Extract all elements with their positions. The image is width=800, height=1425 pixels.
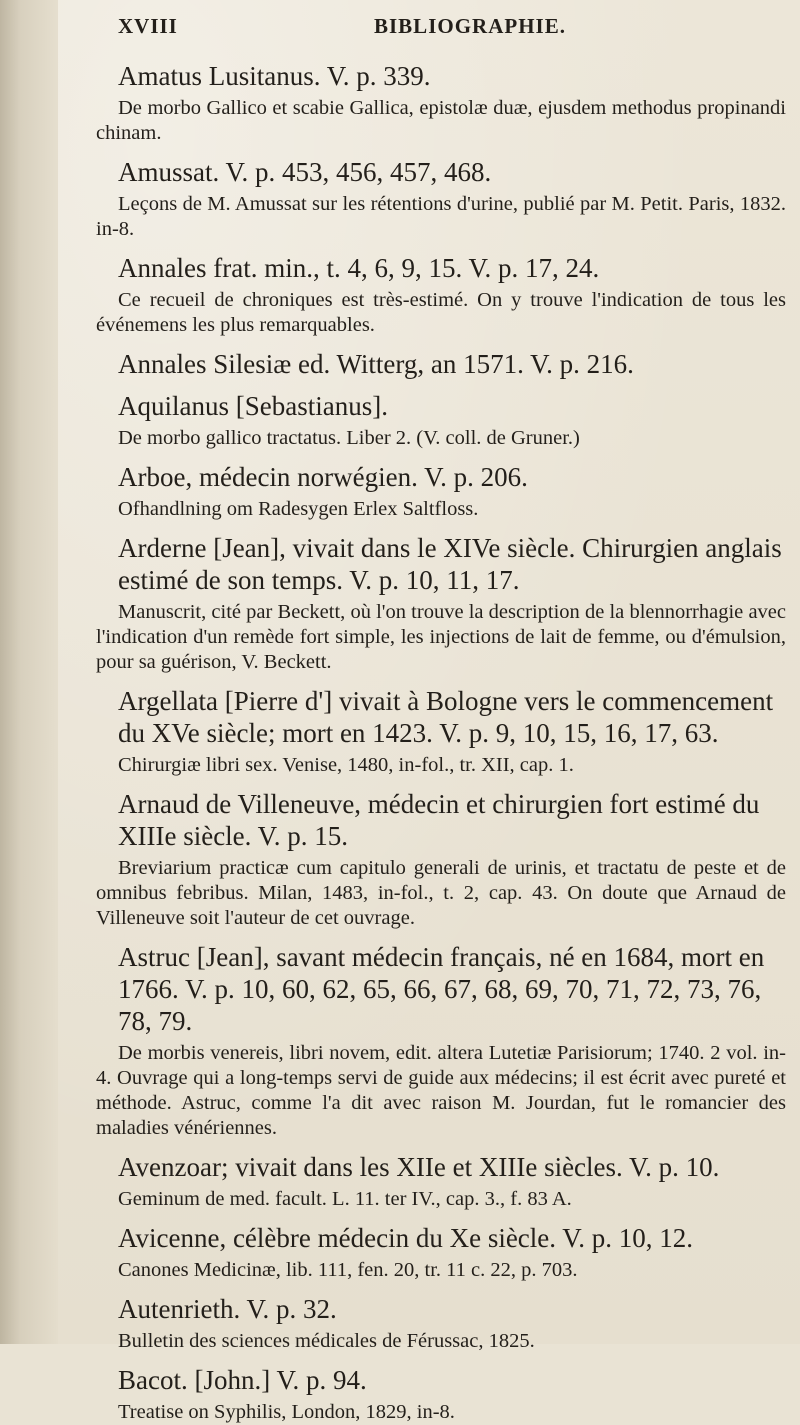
entry-arboe — [96, 461, 786, 522]
running-title: BIBLIOGRAPHIE. — [374, 14, 566, 38]
entry-heading: Amussat. V. p. 453, 456, 457, 468. — [118, 157, 492, 187]
entry-heading: Annales frat. min., t. 4, 6, 9, 15. V. p. 17, 24. — [118, 253, 600, 283]
entry-arderne — [96, 532, 786, 675]
entry-amussat — [96, 156, 786, 242]
entry-heading: Avicenne, célèbre médecin du Xe siècle. V. p. 10, 12. — [118, 1223, 694, 1253]
entry-arnaud-de-villeneuve — [96, 788, 786, 931]
entry-astruc — [96, 941, 786, 1141]
bibliography-list — [96, 50, 786, 1425]
entry-annales-frat-min — [96, 252, 786, 338]
entry-heading: Arderne [Jean], vivait dans le XIVe siècle. Chirurgien anglais estimé de son temps. V. p. 10, 11, 17. — [118, 533, 782, 595]
entry-note: Ofhandlning om Radesygen Erlex Saltfloss. — [118, 498, 479, 520]
entry-heading: Argellata [Pierre d'] vivait à Bologne vers le commencement du XVe siècle; mort en 1423. V. p. 9, 10, 15, 16, 17, 63. — [118, 686, 774, 748]
entry-note: Geminum de med. facult. L. 11. ter IV., cap. 3., f. 83 A. — [118, 1188, 572, 1210]
entry-autenrieth — [96, 1293, 786, 1354]
page-number: XVIII — [118, 14, 178, 38]
entry-note: De morbis venereis, libri novem, edit. altera Lutetiæ Parisiorum; 1740. 2 vol. in-4. Ouvrage qui a long-temps servi de guide aux médecins; il est écrit avec pureté et méthode. Astruc, comme l'a dit avec raison M. Jourdan, fut le romancier des maladies vénériennes. — [96, 1042, 786, 1139]
entry-argellata — [96, 685, 786, 778]
entry-heading: Astruc [Jean], savant médecin français, né en 1684, mort en 1766. V. p. 10, 60, 62, 65, 66, 67, 68, 69, 70, 71, 72, 73, 76, 78, 79. — [118, 942, 765, 1036]
entry-note: Chirurgiæ libri sex. Venise, 1480, in-fol., tr. XII, cap. 1. — [118, 754, 574, 776]
entry-heading: Bacot. [John.] V. p. 94. — [118, 1365, 367, 1395]
entry-annales-silesiae — [96, 348, 786, 380]
entry-note: Breviarium practicæ cum capitulo generali de urinis, et tractatu de peste et de omnibus febribus. Milan, 1483, in-fol., t. 2, cap. 43. On doute que Arnaud de Villeneuve soit l'auteur de cet ouvrage. — [96, 857, 786, 929]
entry-note: Manuscrit, cité par Beckett, où l'on trouve la description de la blennorrhagie avec l'indication d'un remède fort simple, les injections de lait de femme, ou d'émulsion, pour sa guérison, V. Beckett. — [96, 601, 786, 673]
entry-note: Leçons de M. Amussat sur les rétentions d'urine, publié par M. Petit. Paris, 1832. in-8. — [96, 193, 786, 240]
entry-note: Canones Medicinæ, lib. 111, fen. 20, tr. 11 c. 22, p. 703. — [118, 1259, 578, 1281]
entry-note: De morbo Gallico et scabie Gallica, epistolæ duæ, ejusdem methodus propinandi chinam. — [96, 97, 786, 144]
entry-heading: Amatus Lusitanus. V. p. 339. — [118, 61, 431, 91]
entry-aquilanus — [96, 390, 786, 451]
entry-avenzoar — [96, 1151, 786, 1212]
page-edge-shadow — [0, 0, 58, 1344]
entry-avicenne — [96, 1222, 786, 1283]
running-header — [118, 14, 678, 48]
entry-note: Treatise on Syphilis, London, 1829, in-8. — [118, 1401, 455, 1423]
entry-amatus-lusitanus — [96, 60, 786, 146]
entry-bacot — [96, 1364, 786, 1425]
entry-heading: Aquilanus [Sebastianus]. — [118, 391, 388, 421]
entry-heading: Avenzoar; vivait dans les XIIe et XIIIe siècles. V. p. 10. — [118, 1152, 720, 1182]
entry-note: Bulletin des sciences médicales de Férussac, 1825. — [118, 1330, 535, 1352]
entry-heading: Annales Silesiæ ed. Witterg, an 1571. V. p. 216. — [118, 349, 634, 379]
entry-heading: Arboe, médecin norwégien. V. p. 206. — [118, 462, 528, 492]
entry-note: De morbo gallico tractatus. Liber 2. (V. coll. de Gruner.) — [118, 427, 580, 449]
entry-note: Ce recueil de chroniques est très-estimé. On y trouve l'indication de tous les événemens les plus remarquables. — [96, 289, 786, 336]
entry-heading: Autenrieth. V. p. 32. — [118, 1294, 337, 1324]
entry-heading: Arnaud de Villeneuve, médecin et chirurgien fort estimé du XIIIe siècle. V. p. 15. — [118, 789, 760, 851]
